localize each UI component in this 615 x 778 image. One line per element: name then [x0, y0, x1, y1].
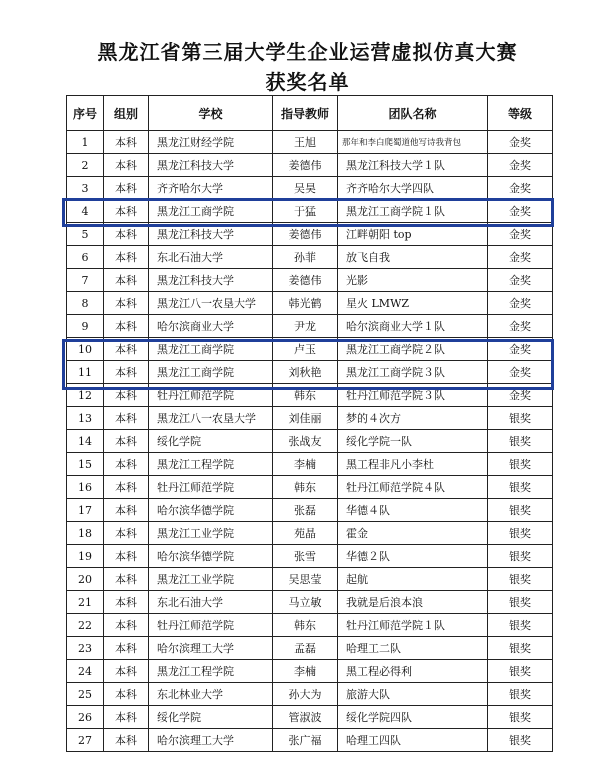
cell-school: 黑龙江科技大学: [149, 223, 273, 246]
cell-school: 牡丹江师范学院: [149, 384, 273, 407]
cell-team: 华德４队: [338, 499, 488, 522]
cell-advisor: 李楠: [273, 660, 338, 683]
cell-group: 本科: [104, 407, 149, 430]
cell-level: 金奖: [488, 131, 553, 154]
cell-level: 银奖: [488, 683, 553, 706]
cell-index: 14: [67, 430, 104, 453]
cell-school: 东北石油大学: [149, 591, 273, 614]
cell-school: 黑龙江科技大学: [149, 269, 273, 292]
cell-group: 本科: [104, 706, 149, 729]
cell-level: 银奖: [488, 660, 553, 683]
cell-level: 金奖: [488, 315, 553, 338]
header-level: 等级: [488, 96, 553, 131]
cell-index: 27: [67, 729, 104, 752]
cell-school: 黑龙江工程学院: [149, 660, 273, 683]
cell-team: 旅游大队: [338, 683, 488, 706]
cell-level: 银奖: [488, 499, 553, 522]
cell-group: 本科: [104, 200, 149, 223]
cell-level: 银奖: [488, 614, 553, 637]
cell-group: 本科: [104, 729, 149, 752]
cell-advisor: 姜德伟: [273, 223, 338, 246]
cell-index: 4: [67, 200, 104, 223]
cell-team: 绥化学院一队: [338, 430, 488, 453]
table-row: [67, 729, 553, 752]
header-index: 序号: [67, 96, 104, 131]
cell-level: 金奖: [488, 384, 553, 407]
cell-advisor: 韩东: [273, 384, 338, 407]
cell-advisor: 孙菲: [273, 246, 338, 269]
cell-school: 东北林业大学: [149, 683, 273, 706]
cell-team: 华德２队: [338, 545, 488, 568]
cell-school: 黑龙江财经学院: [149, 131, 273, 154]
cell-advisor: 韩东: [273, 614, 338, 637]
cell-school: 绥化学院: [149, 430, 273, 453]
cell-index: 25: [67, 683, 104, 706]
table-header-row: [67, 96, 553, 131]
cell-group: 本科: [104, 499, 149, 522]
cell-team: 牡丹江师范学院４队: [338, 476, 488, 499]
cell-advisor: 尹龙: [273, 315, 338, 338]
cell-level: 金奖: [488, 361, 553, 384]
cell-advisor: 王旭: [273, 131, 338, 154]
cell-level: 金奖: [488, 223, 553, 246]
cell-index: 13: [67, 407, 104, 430]
cell-advisor: 李楠: [273, 453, 338, 476]
table-row: [67, 430, 553, 453]
cell-level: 银奖: [488, 476, 553, 499]
cell-level: 银奖: [488, 591, 553, 614]
cell-group: 本科: [104, 683, 149, 706]
cell-school: 黑龙江八一农垦大学: [149, 292, 273, 315]
cell-advisor: 张雪: [273, 545, 338, 568]
table-row: [67, 522, 553, 545]
cell-advisor: 孙大为: [273, 683, 338, 706]
table-row: [67, 131, 553, 154]
cell-group: 本科: [104, 522, 149, 545]
table-row: [67, 476, 553, 499]
cell-index: 1: [67, 131, 104, 154]
table-row: [67, 637, 553, 660]
cell-index: 9: [67, 315, 104, 338]
cell-school: 黑龙江工商学院: [149, 338, 273, 361]
cell-index: 8: [67, 292, 104, 315]
cell-level: 银奖: [488, 729, 553, 752]
table-row: [67, 269, 553, 292]
cell-group: 本科: [104, 453, 149, 476]
table-row: [67, 407, 553, 430]
table-row: [67, 200, 553, 223]
table-row: [67, 338, 553, 361]
table-row: [67, 246, 553, 269]
cell-advisor: 管淑波: [273, 706, 338, 729]
cell-index: 10: [67, 338, 104, 361]
table-row: [67, 154, 553, 177]
cell-team: 起航: [338, 568, 488, 591]
table-row: [67, 545, 553, 568]
cell-advisor: 张战友: [273, 430, 338, 453]
cell-advisor: 吴思莹: [273, 568, 338, 591]
cell-school: 黑龙江八一农垦大学: [149, 407, 273, 430]
cell-school: 哈尔滨商业大学: [149, 315, 273, 338]
cell-advisor: 刘秋艳: [273, 361, 338, 384]
cell-level: 金奖: [488, 200, 553, 223]
cell-team: 黑龙江工商学院１队: [338, 200, 488, 223]
cell-team: 江畔朝阳 top: [338, 223, 488, 246]
table-row: [67, 591, 553, 614]
cell-index: 5: [67, 223, 104, 246]
cell-level: 金奖: [488, 177, 553, 200]
cell-index: 15: [67, 453, 104, 476]
cell-team: 黑龙江科技大学１队: [338, 154, 488, 177]
header-school: 学校: [149, 96, 273, 131]
cell-group: 本科: [104, 430, 149, 453]
cell-group: 本科: [104, 131, 149, 154]
table-row: [67, 453, 553, 476]
cell-team: 黑工程必得利: [338, 660, 488, 683]
cell-level: 金奖: [488, 246, 553, 269]
cell-advisor: 于猛: [273, 200, 338, 223]
cell-school: 牡丹江师范学院: [149, 614, 273, 637]
cell-level: 银奖: [488, 637, 553, 660]
cell-team: 哈尔滨商业大学１队: [338, 315, 488, 338]
cell-advisor: 张广福: [273, 729, 338, 752]
cell-level: 金奖: [488, 338, 553, 361]
cell-school: 黑龙江工商学院: [149, 200, 273, 223]
cell-school: 黑龙江工商学院: [149, 361, 273, 384]
cell-index: 6: [67, 246, 104, 269]
cell-advisor: 张磊: [273, 499, 338, 522]
cell-team: 绥化学院四队: [338, 706, 488, 729]
cell-school: 哈尔滨华德学院: [149, 545, 273, 568]
cell-advisor: 马立敏: [273, 591, 338, 614]
cell-level: 银奖: [488, 545, 553, 568]
award-table: [66, 95, 553, 752]
cell-group: 本科: [104, 315, 149, 338]
cell-school: 哈尔滨理工大学: [149, 637, 273, 660]
cell-school: 绥化学院: [149, 706, 273, 729]
cell-team: 哈理工二队: [338, 637, 488, 660]
cell-index: 7: [67, 269, 104, 292]
cell-level: 金奖: [488, 269, 553, 292]
cell-team: 齐齐哈尔大学四队: [338, 177, 488, 200]
cell-school: 齐齐哈尔大学: [149, 177, 273, 200]
cell-school: 牡丹江师范学院: [149, 476, 273, 499]
table-row: [67, 660, 553, 683]
cell-team: 那年和李白爬蜀道他写诗我背包: [338, 131, 488, 154]
table-row: [67, 568, 553, 591]
cell-level: 金奖: [488, 292, 553, 315]
table-row: [67, 223, 553, 246]
cell-group: 本科: [104, 545, 149, 568]
table-row: [67, 499, 553, 522]
cell-index: 20: [67, 568, 104, 591]
cell-level: 金奖: [488, 154, 553, 177]
cell-group: 本科: [104, 614, 149, 637]
cell-index: 19: [67, 545, 104, 568]
cell-level: 银奖: [488, 568, 553, 591]
cell-group: 本科: [104, 660, 149, 683]
cell-advisor: 吴昊: [273, 177, 338, 200]
cell-team: 霍金: [338, 522, 488, 545]
cell-school: 黑龙江科技大学: [149, 154, 273, 177]
table-row: [67, 683, 553, 706]
cell-team: 黑龙江工商学院２队: [338, 338, 488, 361]
table-row: [67, 706, 553, 729]
cell-group: 本科: [104, 637, 149, 660]
cell-team: 光影: [338, 269, 488, 292]
cell-index: 16: [67, 476, 104, 499]
cell-team: 星火 LMWZ: [338, 292, 488, 315]
cell-advisor: 姜德伟: [273, 269, 338, 292]
cell-advisor: 卢玉: [273, 338, 338, 361]
cell-team: 牡丹江师范学院３队: [338, 384, 488, 407]
cell-level: 银奖: [488, 407, 553, 430]
cell-school: 黑龙江工程学院: [149, 453, 273, 476]
document-title: 黑龙江省第三届大学生企业运营虚拟仿真大赛: [97, 40, 518, 64]
cell-index: 12: [67, 384, 104, 407]
document-subtitle: 获奖名单: [265, 70, 350, 94]
cell-index: 11: [67, 361, 104, 384]
cell-team: 我就是后浪本浪: [338, 591, 488, 614]
cell-group: 本科: [104, 269, 149, 292]
cell-group: 本科: [104, 177, 149, 200]
cell-group: 本科: [104, 154, 149, 177]
cell-team: 黑工程非凡小李杜: [338, 453, 488, 476]
cell-team: 黑龙江工商学院３队: [338, 361, 488, 384]
cell-group: 本科: [104, 361, 149, 384]
cell-advisor: 韩光鹤: [273, 292, 338, 315]
table-row: [67, 614, 553, 637]
cell-school: 黑龙江工业学院: [149, 568, 273, 591]
table-row: [67, 384, 553, 407]
cell-advisor: 刘佳丽: [273, 407, 338, 430]
cell-level: 银奖: [488, 522, 553, 545]
cell-index: 23: [67, 637, 104, 660]
cell-group: 本科: [104, 384, 149, 407]
cell-team: 放飞自我: [338, 246, 488, 269]
table-row: [67, 292, 553, 315]
table-row: [67, 177, 553, 200]
header-group: 组别: [104, 96, 149, 131]
cell-index: 17: [67, 499, 104, 522]
cell-index: 2: [67, 154, 104, 177]
cell-group: 本科: [104, 292, 149, 315]
cell-level: 银奖: [488, 706, 553, 729]
cell-team: 牡丹江师范学院１队: [338, 614, 488, 637]
table-row: [67, 315, 553, 338]
cell-team: 梦的４次方: [338, 407, 488, 430]
cell-index: 18: [67, 522, 104, 545]
cell-advisor: 孟磊: [273, 637, 338, 660]
cell-group: 本科: [104, 568, 149, 591]
cell-level: 银奖: [488, 430, 553, 453]
cell-group: 本科: [104, 223, 149, 246]
cell-group: 本科: [104, 591, 149, 614]
cell-school: 哈尔滨华德学院: [149, 499, 273, 522]
cell-index: 22: [67, 614, 104, 637]
cell-advisor: 姜德伟: [273, 154, 338, 177]
cell-school: 哈尔滨理工大学: [149, 729, 273, 752]
cell-school: 东北石油大学: [149, 246, 273, 269]
cell-index: 21: [67, 591, 104, 614]
cell-level: 银奖: [488, 453, 553, 476]
cell-index: 26: [67, 706, 104, 729]
cell-group: 本科: [104, 246, 149, 269]
header-team: 团队名称: [338, 96, 488, 131]
table-row: [67, 361, 553, 384]
cell-index: 3: [67, 177, 104, 200]
cell-advisor: 苑晶: [273, 522, 338, 545]
header-advisor: 指导教师: [273, 96, 338, 131]
cell-team: 哈理工四队: [338, 729, 488, 752]
cell-school: 黑龙江工业学院: [149, 522, 273, 545]
cell-index: 24: [67, 660, 104, 683]
cell-group: 本科: [104, 476, 149, 499]
cell-group: 本科: [104, 338, 149, 361]
cell-advisor: 韩东: [273, 476, 338, 499]
